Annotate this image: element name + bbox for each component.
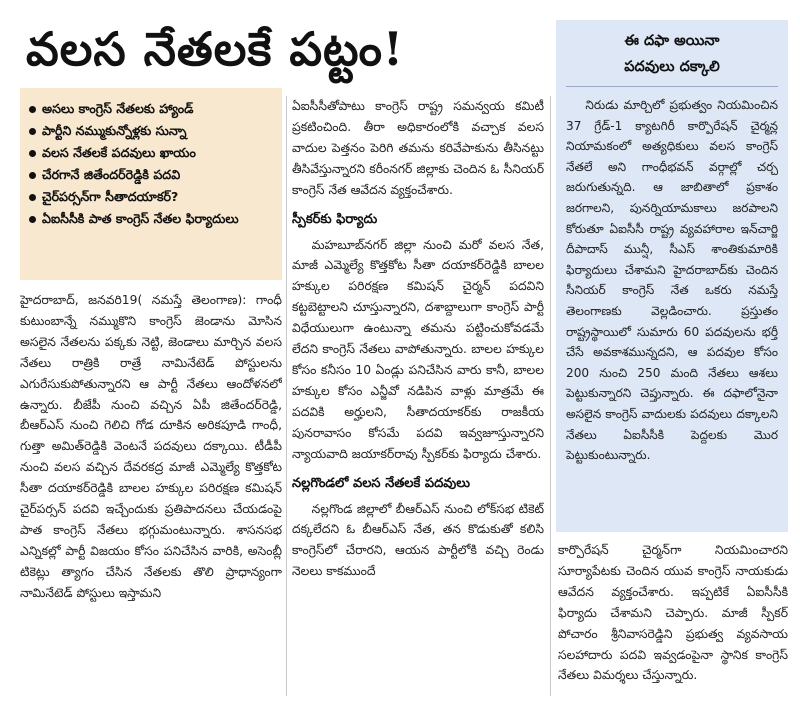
article-paragraph: కార్పొరేషన్ చైర్మన్‌గా నియమించారని సూర్యాపేటకు చెందిన యువ కాంగ్రెస్ నాయకుడు ఆవేదన వ్యక్తంచేశారు. ఇప్పటికే ఏఐసీసీకి ఫిర్యాదు చేశామని చెప్పారు. మాజీ స్పీకర్ పోచారం శ్రీనివాసరెడ్డిని ప్రభుత్వ వ్యవసాయ సలహాదారు పదవి ఇవ్వడంపైనా స్థానిక కాంగ్రెస్ నేతలు విమర్శలు చేస్తున్నారు. [558, 543, 788, 683]
sidebar-box [556, 20, 788, 532]
highlight-text: చేరగానే జితేందర్‌రెడ్డికి పదవి [42, 167, 181, 182]
highlight-item [42, 208, 274, 230]
article-column-1 [20, 290, 282, 700]
highlight-item [42, 120, 274, 142]
bullet-icon [29, 106, 36, 113]
highlights-box [20, 88, 282, 280]
sidebar-title-line-1: ఈ దఫా అయినా [624, 33, 720, 49]
highlight-item [42, 98, 274, 120]
bullet-icon [29, 172, 36, 179]
article-paragraph: ఏఐసీసీతోపాటు కాంగ్రెస్ రాష్ట్ర సమన్వయ కమిటీ ప్రకటించింది. తీరా అధికారంలోకి వచ్చాక వలస వాదుల పెత్తనం పెరిగి తమను కరివేపాకును తీసినట్టు తీసివేస్తున్నారని కరీంనగర్ జిల్లాకు చెందిన ఓ సీనియర్ కాంగ్రెస్ నేత ఆవేదన వ్యక్తంచేశారు. [292, 99, 544, 197]
article-column-3 [558, 540, 788, 700]
sidebar-title-line-2: పదవులు దక్కాలి [624, 59, 720, 75]
headline: వలస నేతలకే పట్టం! [26, 22, 405, 76]
article-paragraph: మహబూబ్‌నగర్ జిల్లా నుంచి మరో వలస నేత, మాజీ ఎమ్మెల్యే కొత్తకోట సీతా దయాకర్‌రెడ్డికి బాలల హక్కుల పరిరక్షణ కమిషన్ చైర్మన్ పదవిని కట్టబెట్టాలని చూస్తున్నారని, దశాబ్దాలుగా కాంగ్రెస్ పార్టీ విధేయులుగా ఉంటున్నా తమను పట్టించుకోవడమే లేదని కాంగ్రెస్ నేతలు వాపోతున్నారు. బాలల హక్కుల కోసం కనీసం 10 ఏండ్లు పనిచేసిన వారు కానీ, బాలల హక్కుల కోసం ఎన్జీవో నడిపిన వాళ్లు మాత్రమే ఈ పదవికి అర్హులని, సీతాదయాకర్‌కు రాజకీయ పునరావాసం కోసమే పదవి ఇవ్వజూస్తున్నారని న్యాయవాది జయాకర్‌రావు స్పీకర్‌కు ఫిర్యాదు చేశారు. [292, 237, 544, 461]
article-paragraph: నల్లగొండ జిల్లాలో బీఆర్ఎస్ నుంచి లోక్‌సభ టికెట్ దక్కలేదని ఓ బీఆర్ఎస్ నేత, తన కొడుకుతో కలిసి కాంగ్రెస్‌లో చేరారని, ఆయన పార్టీలోకి వచ్చి రెండు నెలలు కాకముందే [292, 501, 544, 579]
sidebar-body: నిరుడు మార్చిలో ప్రభుత్వం నియమించిన 37 గ్రేడ్-1 క్యాటగిరీ కార్పొరేషన్ చైర్మన్ల నియామకంలో అత్యధికులు వలస కాంగ్రెస్ నేతలే అని గాంధీభవన్ వర్గాల్లో చర్చ జరుగుతున్నది. ఆ జాబితాలో ప్రకాశం జరగాలని, పునర్నియామకాలు జరపాలని కోరుతూ ఏఐసీసీ రాష్ట్ర వ్యవహారాల ఇన్‌చార్జి దీపాదాస్ మున్షీ, సీఎస్ శాంతికుమారికి ఫిర్యాదులు చేశామని హైదరాబాద్‌కు చెందిన సీనియర్ కాంగ్రెస్ నేత ఒకరు నమస్తే తెలంగాణకు వెల్లడించారు. ప్రస్తుతం రాష్ట్రస్థాయిలో సుమారు 60 పదవులను భర్తీ చేసే అవకాశమున్నదని, ఆ పదవుల కోసం 200 నుంచి 250 మంది నేతలు ఆశలు పెట్టుకున్నారని చెప్తున్నారు. ఈ దఫాలోనైనా అసలైన కాంగ్రెస్ వాదులకు పదవులు దక్కాలని నేతలు ఏఐసీసీకి పెద్దలకు మొర పెట్టుకుంటున్నారు. [566, 98, 778, 463]
article-dateline-paragraph: హైదరాబాద్, జనవరి19( నమస్తే తెలంగాణ): గాంధీ కుటుంబాన్నే నమ్ముకొని కాంగ్రెస్ జెండాను మోసిన అసలైన నేతలను పక్కకు నెట్టి, జెండాలు మార్చిన వలస నేతలు రాత్రికి రాత్రే నామినేటెడ్ పోస్టులను ఎగురేసుకుపోతున్నారని ఆ పార్టీ నేతలు ఆందోళనలో ఉన్నారు. బీజేపీ నుంచి వచ్చిన ఏపీ జితేందర్‌రెడ్డి, బీఆర్ఎస్ నుంచి గెలిచి గోడ దూకిన అరికపూడి గాంధీ, గుత్తా అమిత్‌రెడ్డికి వెంటనే పదవులు దక్కాయి. టీడీపీ నుంచి వలస వచ్చిన దేవరకద్ర మాజీ ఎమ్మెల్యే కొత్తకోట సీతా దయాకర్‌రెడ్డికి బాలల హక్కుల పరిరక్షణ కమిషన్ చైర్‌పర్సన్ పదవి ఇచ్చేందుకు ప్రతిపాదనలు చేయడంపై పాత కాంగ్రెస్ నేతలు భగ్గుమంటున్నారు. శాసనసభ ఎన్నికల్లో పార్టీ విజయం కోసం పనిచేసిన వారికి, అసెంబ్లీ టికెట్లు త్యాగం చేసిన నేతలకు తొలి ప్రాధాన్యంగా నామినేటెడ్ పోస్టులు ఇస్తామని [20, 293, 282, 600]
column-divider [550, 96, 551, 696]
column-divider [286, 96, 287, 696]
highlight-item [42, 164, 274, 186]
bullet-icon [29, 194, 36, 201]
sidebar-rule [566, 86, 778, 87]
subheading-nalgonda: నల్లగొండలో వలస నేతలకే పదవులు [292, 475, 470, 491]
bullet-icon [29, 128, 36, 135]
subheading-speaker-complaint: స్పీకర్‌కు ఫిర్యాదు [292, 211, 378, 227]
highlight-item [42, 186, 274, 208]
bullet-icon [29, 150, 36, 157]
highlight-item [42, 142, 274, 164]
highlight-text: అసలు కాంగ్రెస్ నేతలకు హ్యాండ్ [42, 101, 194, 116]
highlight-text: ఏఐసీసీకి పాత కాంగ్రెస్ నేతల ఫిర్యాదులు [42, 211, 239, 226]
highlight-text: వలస నేతలకే పదవులు ఖాయం [42, 145, 196, 160]
highlight-text: చైర్‌పర్సన్‌గా సీతాదయాకర్? [42, 189, 179, 204]
bullet-icon [29, 216, 36, 223]
highlight-text: పార్టీని నమ్ముకున్నోళ్లకు సున్నా [42, 123, 187, 138]
article-column-2 [292, 96, 544, 700]
